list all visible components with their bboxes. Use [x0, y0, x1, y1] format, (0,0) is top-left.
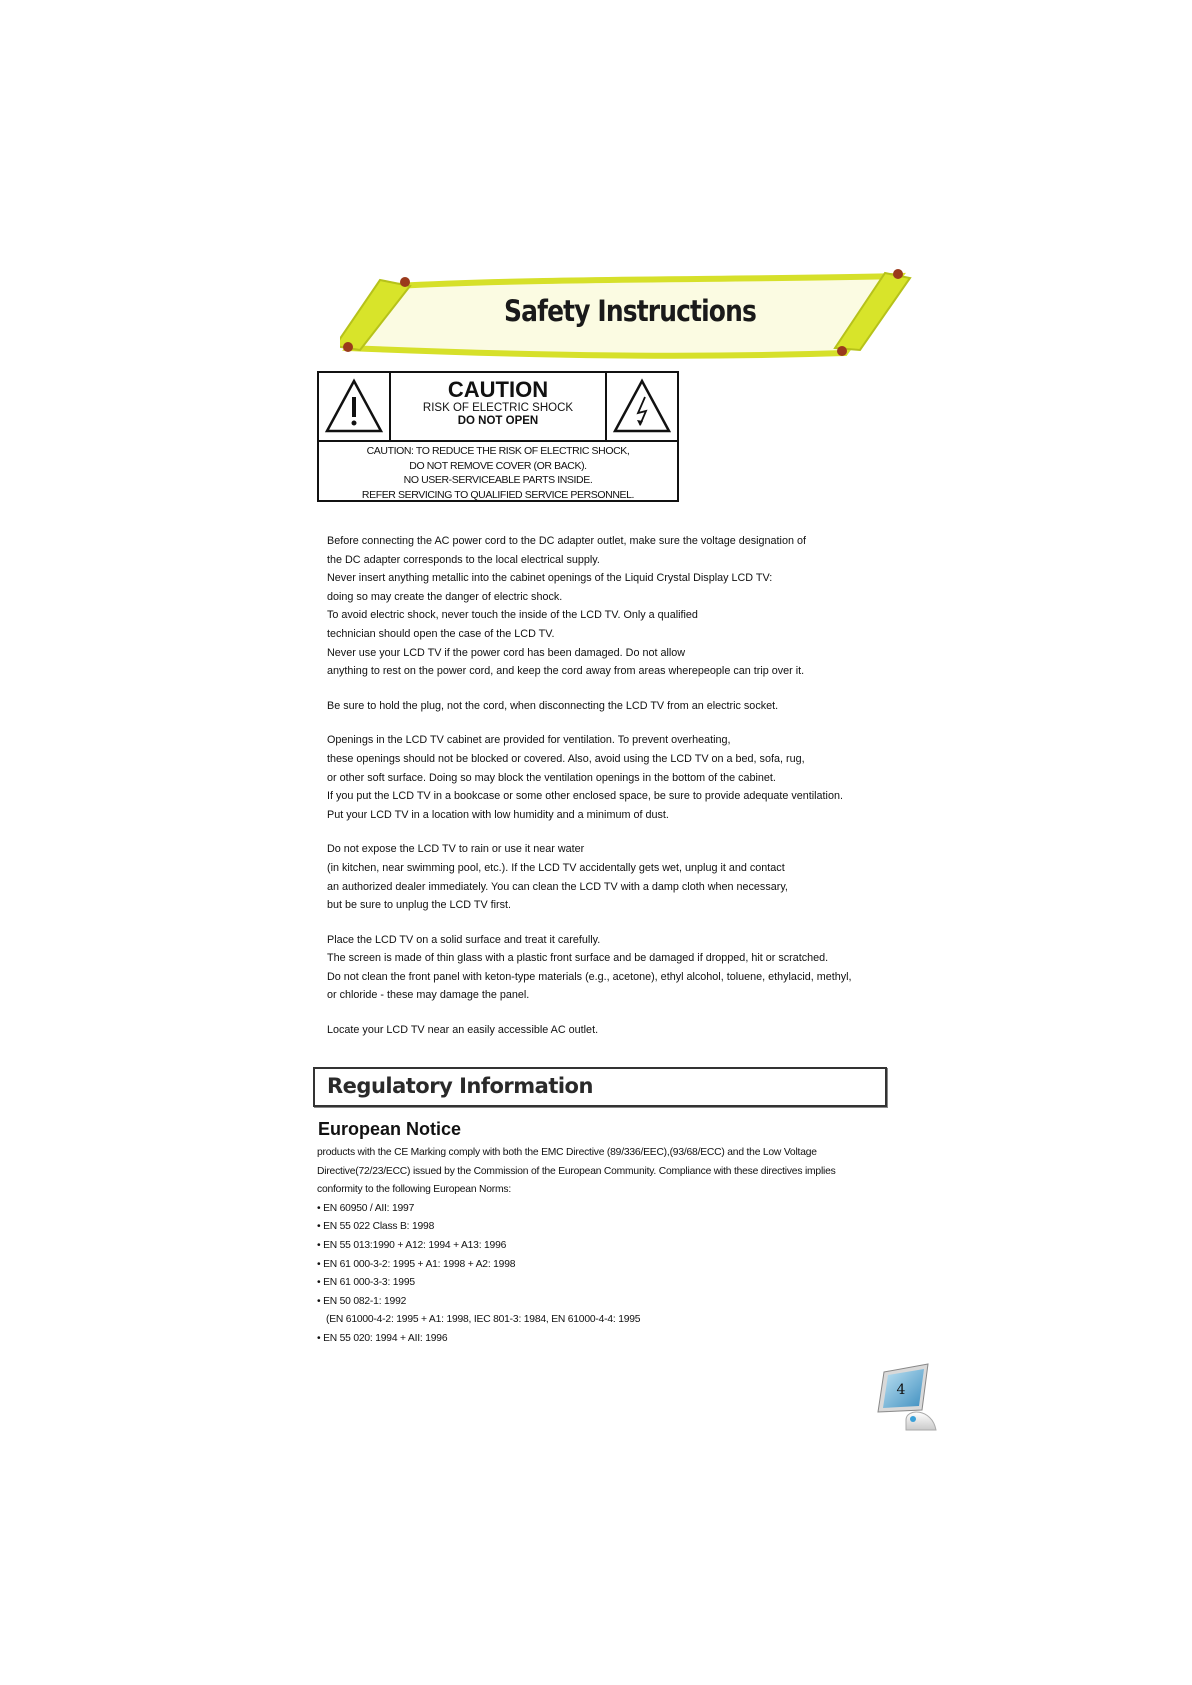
norm-sub-item: (EN 61000-4-2: 1995 + A1: 1998, IEC 801-3: 1984, EN 61000-4-4: 1995	[326, 1314, 641, 1326]
text-line: doing so may create the danger of electric shock.	[327, 590, 563, 603]
text-line: or other soft surface. Doing so may block the ventilation openings in the bottom of the cabinet.	[327, 771, 776, 784]
caution-line: CAUTION: TO REDUCE THE RISK OF ELECTRIC SHOCK,	[366, 445, 630, 457]
caution-line: NO USER-SERVICEABLE PARTS INSIDE.	[403, 474, 593, 486]
safety-banner	[340, 268, 920, 368]
text-line: but be sure to unplug the LCD TV first.	[327, 899, 512, 912]
norm-item: • EN 55 013:1990 + A12: 1994 + A13: 1996	[317, 1237, 897, 1256]
text-line: Do not clean the front panel with keton-type materials (e.g., acetone), ethyl alcohol, toluene, ethylacid, methyl,	[327, 970, 852, 983]
text-line: technician should open the case of the LCD TV.	[327, 627, 555, 640]
regulatory-title: Regulatory Information	[327, 1074, 593, 1098]
caution-risk-text: RISK OF ELECTRIC SHOCK	[422, 402, 574, 414]
text-line: products with the CE Marking comply with both the EMC Directive (89/336/EEC),(93/68/ECC) and the Low Voltage	[317, 1147, 817, 1158]
page-title: Safety Instructions	[504, 294, 756, 328]
caution-header	[319, 373, 677, 442]
caution-do-not-open: DO NOT OPEN	[457, 415, 539, 427]
caution-title: CAUTION	[447, 377, 549, 402]
text-line: these openings should not be blocked or covered. Also, avoid using the LCD TV on a bed, sofa, rug,	[327, 752, 805, 765]
norm-item: • EN 61 000-3-3: 1995	[317, 1274, 897, 1293]
caution-line: DO NOT REMOVE COVER (OR BACK).	[409, 459, 587, 472]
european-notice-title: European Notice	[318, 1119, 462, 1139]
lightning-warning-icon	[605, 373, 677, 440]
text-line: Do not expose the LCD TV to rain or use it near water	[327, 843, 585, 856]
caution-center	[391, 373, 605, 440]
text-line: If you put the LCD TV in a bookcase or some other enclosed space, be sure to provide adequate ventilation.	[327, 790, 843, 803]
european-notice-text	[317, 1144, 897, 1349]
monitor-icon	[876, 1360, 946, 1440]
exclamation-warning-icon	[319, 373, 391, 440]
text-line: To avoid electric shock, never touch the inside of the LCD TV. Only a qualified	[327, 609, 698, 622]
page-number: 4	[896, 1382, 906, 1398]
norm-item: • EN 60950 / AII: 1997	[317, 1200, 897, 1219]
caution-details	[319, 442, 677, 502]
caution-box	[317, 371, 679, 502]
text-line: (in kitchen, near swimming pool, etc.). If the LCD TV accidentally gets wet, unplug it and contact	[327, 861, 785, 874]
regulatory-header	[313, 1067, 887, 1107]
text-line: Never insert anything metallic into the cabinet openings of the Liquid Crystal Display LCD TV:	[327, 572, 773, 585]
text-line: Never use your LCD TV if the power cord has been damaged. Do not allow	[327, 646, 686, 659]
text-line: Directive(72/23/ECC) issued by the Commission of the European Community. Compliance with these directives implies	[317, 1165, 836, 1177]
norm-item: • EN 55 022 Class B: 1998	[317, 1218, 897, 1237]
text-line: conformity to the following European Norms:	[317, 1184, 511, 1196]
text-line: Put your LCD TV in a location with low humidity and a minimum of dust.	[327, 808, 669, 821]
text-line: Place the LCD TV on a solid surface and treat it carefully.	[327, 933, 601, 946]
caution-line: REFER SERVICING TO QUALIFIED SERVICE PERSONNEL.	[361, 488, 635, 501]
text-line: anything to rest on the power cord, and keep the cord away from areas wherepeople can trip over it.	[327, 665, 805, 678]
text-line: an authorized dealer immediately. You can clean the LCD TV with a damp cloth when necessary,	[327, 880, 788, 893]
text-line: or chloride - these may damage the panel.	[327, 989, 530, 1002]
norm-item: • EN 55 020: 1994 + AII: 1996	[317, 1330, 897, 1349]
text-line: The screen is made of thin glass with a plastic front surface and be damaged if dropped, hit or scratched.	[327, 952, 829, 965]
safety-text	[327, 532, 887, 1040]
norm-item: • EN 61 000-3-2: 1995 + A1: 1998 + A2: 1998	[317, 1256, 897, 1275]
text-line: Be sure to hold the plug, not the cord, when disconnecting the LCD TV from an electric socket.	[327, 699, 779, 712]
text-line: Locate your LCD TV near an easily accessible AC outlet.	[327, 1024, 599, 1037]
text-line: Before connecting the AC power cord to the DC adapter outlet, make sure the voltage designation of	[327, 535, 806, 547]
text-line: the DC adapter corresponds to the local electrical supply.	[327, 553, 600, 566]
text-line: Openings in the LCD TV cabinet are provided for ventilation. To prevent overheating,	[327, 734, 731, 747]
page-number-badge	[876, 1360, 946, 1440]
norm-item: • EN 50 082-1: 1992	[317, 1293, 897, 1312]
